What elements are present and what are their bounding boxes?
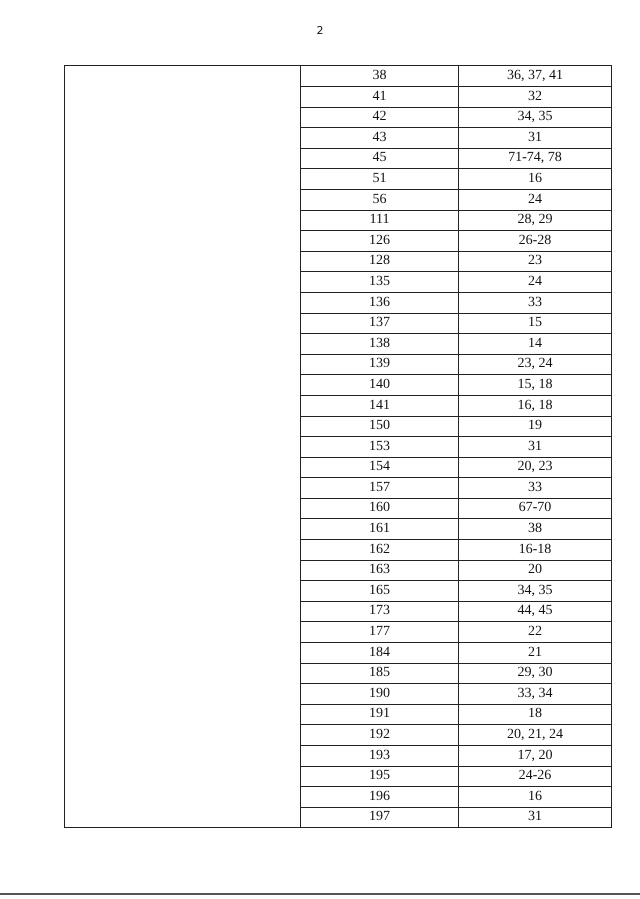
table-row xyxy=(301,313,611,334)
table-row xyxy=(301,560,611,581)
page-refs-cell: 34, 35 xyxy=(517,582,553,598)
row-number-cell: 138 xyxy=(301,334,459,354)
table-left-column xyxy=(65,66,301,827)
row-number-cell: 185 xyxy=(301,663,459,683)
table-row xyxy=(301,128,611,149)
row-number-cell: 140 xyxy=(301,375,459,395)
table-rows xyxy=(301,66,611,828)
table-row xyxy=(301,704,611,725)
page-refs-cell: 21 xyxy=(527,644,543,660)
table-row xyxy=(301,787,611,808)
page-refs-cell: 20, 21, 24 xyxy=(506,726,564,742)
row-number-cell: 195 xyxy=(301,766,459,786)
scan-bottom-edge xyxy=(0,893,640,895)
row-number-cell: 191 xyxy=(301,704,459,724)
table-row xyxy=(301,663,611,684)
row-number-cell: 160 xyxy=(301,498,459,518)
table-row xyxy=(301,231,611,252)
page-refs-cell: 17, 20 xyxy=(517,747,553,763)
row-number-cell: 56 xyxy=(301,190,459,210)
page-refs-cell: 34, 35 xyxy=(517,108,553,124)
table-row xyxy=(301,643,611,664)
row-number-cell: 196 xyxy=(301,787,459,807)
row-number-cell: 128 xyxy=(301,251,459,271)
page-refs-cell: 33 xyxy=(527,294,543,310)
row-number-cell: 197 xyxy=(301,807,459,828)
row-number-cell: 43 xyxy=(301,128,459,148)
row-number-cell: 162 xyxy=(301,540,459,560)
table-row xyxy=(301,251,611,272)
table-row xyxy=(301,478,611,499)
row-number-cell: 184 xyxy=(301,643,459,663)
table-row xyxy=(301,272,611,293)
table-row xyxy=(301,396,611,417)
page-refs-cell: 24 xyxy=(527,273,543,289)
row-number-cell: 136 xyxy=(301,293,459,313)
row-number-cell: 173 xyxy=(301,601,459,621)
table-row xyxy=(301,766,611,787)
row-number-cell: 126 xyxy=(301,231,459,251)
page-refs-cell: 31 xyxy=(527,129,543,145)
row-number-cell: 165 xyxy=(301,581,459,601)
table-row xyxy=(301,437,611,458)
table-row xyxy=(301,746,611,767)
table-row xyxy=(301,540,611,561)
row-number-cell: 41 xyxy=(301,87,459,107)
page-refs-cell: 26-28 xyxy=(518,232,552,248)
row-number-cell: 150 xyxy=(301,416,459,436)
row-number-cell: 153 xyxy=(301,437,459,457)
table-row xyxy=(301,416,611,437)
table-row xyxy=(301,87,611,108)
row-number-cell: 190 xyxy=(301,684,459,704)
row-number-cell: 141 xyxy=(301,396,459,416)
data-table xyxy=(64,65,612,828)
row-number-cell: 42 xyxy=(301,107,459,127)
row-number-cell: 135 xyxy=(301,272,459,292)
table-row xyxy=(301,457,611,478)
table-row xyxy=(301,107,611,128)
page-refs-cell: 16 xyxy=(527,788,543,804)
page-refs-cell: 33, 34 xyxy=(517,685,553,701)
table-row xyxy=(301,148,611,169)
page-refs-cell: 20, 23 xyxy=(517,459,553,475)
row-number-cell: 177 xyxy=(301,622,459,642)
page-refs-cell: 23 xyxy=(527,253,543,269)
table-row xyxy=(301,725,611,746)
page-refs-cell: 31 xyxy=(527,809,543,825)
page-refs-cell: 24-26 xyxy=(518,767,552,783)
row-number-cell: 192 xyxy=(301,725,459,745)
page-refs-cell: 15, 18 xyxy=(517,376,553,392)
page-refs-cell: 67-70 xyxy=(518,500,552,516)
table-row xyxy=(301,210,611,231)
table-row xyxy=(301,66,611,87)
row-number-cell: 154 xyxy=(301,457,459,477)
table-row xyxy=(301,498,611,519)
table-row xyxy=(301,354,611,375)
page-refs-cell: 28, 29 xyxy=(517,211,553,227)
row-number-cell: 163 xyxy=(301,560,459,580)
row-number-cell: 139 xyxy=(301,354,459,374)
page-refs-cell: 15 xyxy=(527,314,543,330)
page-refs-cell: 32 xyxy=(527,88,543,104)
row-number-cell: 51 xyxy=(301,169,459,189)
row-number-cell: 45 xyxy=(301,148,459,168)
page-refs-cell: 20 xyxy=(527,562,543,578)
page-refs-cell: 31 xyxy=(527,438,543,454)
table-row xyxy=(301,807,611,828)
page-refs-cell: 44, 45 xyxy=(517,603,553,619)
table-row xyxy=(301,581,611,602)
page-refs-cell: 33 xyxy=(527,479,543,495)
page-refs-cell: 23, 24 xyxy=(517,356,553,372)
page-refs-cell: 16-18 xyxy=(518,541,552,557)
row-number-cell: 38 xyxy=(301,66,459,86)
row-number-cell: 111 xyxy=(301,210,459,230)
row-number-cell: 193 xyxy=(301,746,459,766)
table-row xyxy=(301,622,611,643)
table-row xyxy=(301,334,611,355)
table-row xyxy=(301,375,611,396)
page-refs-cell: 16 xyxy=(527,170,543,186)
page-refs-cell: 36, 37, 41 xyxy=(506,67,564,83)
table-row xyxy=(301,293,611,314)
row-number-cell: 161 xyxy=(301,519,459,539)
table-row xyxy=(301,519,611,540)
page-refs-cell: 29, 30 xyxy=(517,665,553,681)
page-refs-cell: 71-74, 78 xyxy=(508,150,562,166)
page-refs-cell: 18 xyxy=(527,706,543,722)
page-refs-cell: 38 xyxy=(527,520,543,536)
page-refs-cell: 19 xyxy=(527,417,543,433)
page-refs-cell: 14 xyxy=(527,335,543,351)
page-refs-cell: 24 xyxy=(527,191,543,207)
page-number: 2 xyxy=(316,24,324,37)
page-refs-cell: 22 xyxy=(527,623,543,639)
row-number-cell: 157 xyxy=(301,478,459,498)
page-refs-cell: 16, 18 xyxy=(517,397,553,413)
table-row xyxy=(301,190,611,211)
table-row xyxy=(301,601,611,622)
table-row xyxy=(301,684,611,705)
table-row xyxy=(301,169,611,190)
row-number-cell: 137 xyxy=(301,313,459,333)
